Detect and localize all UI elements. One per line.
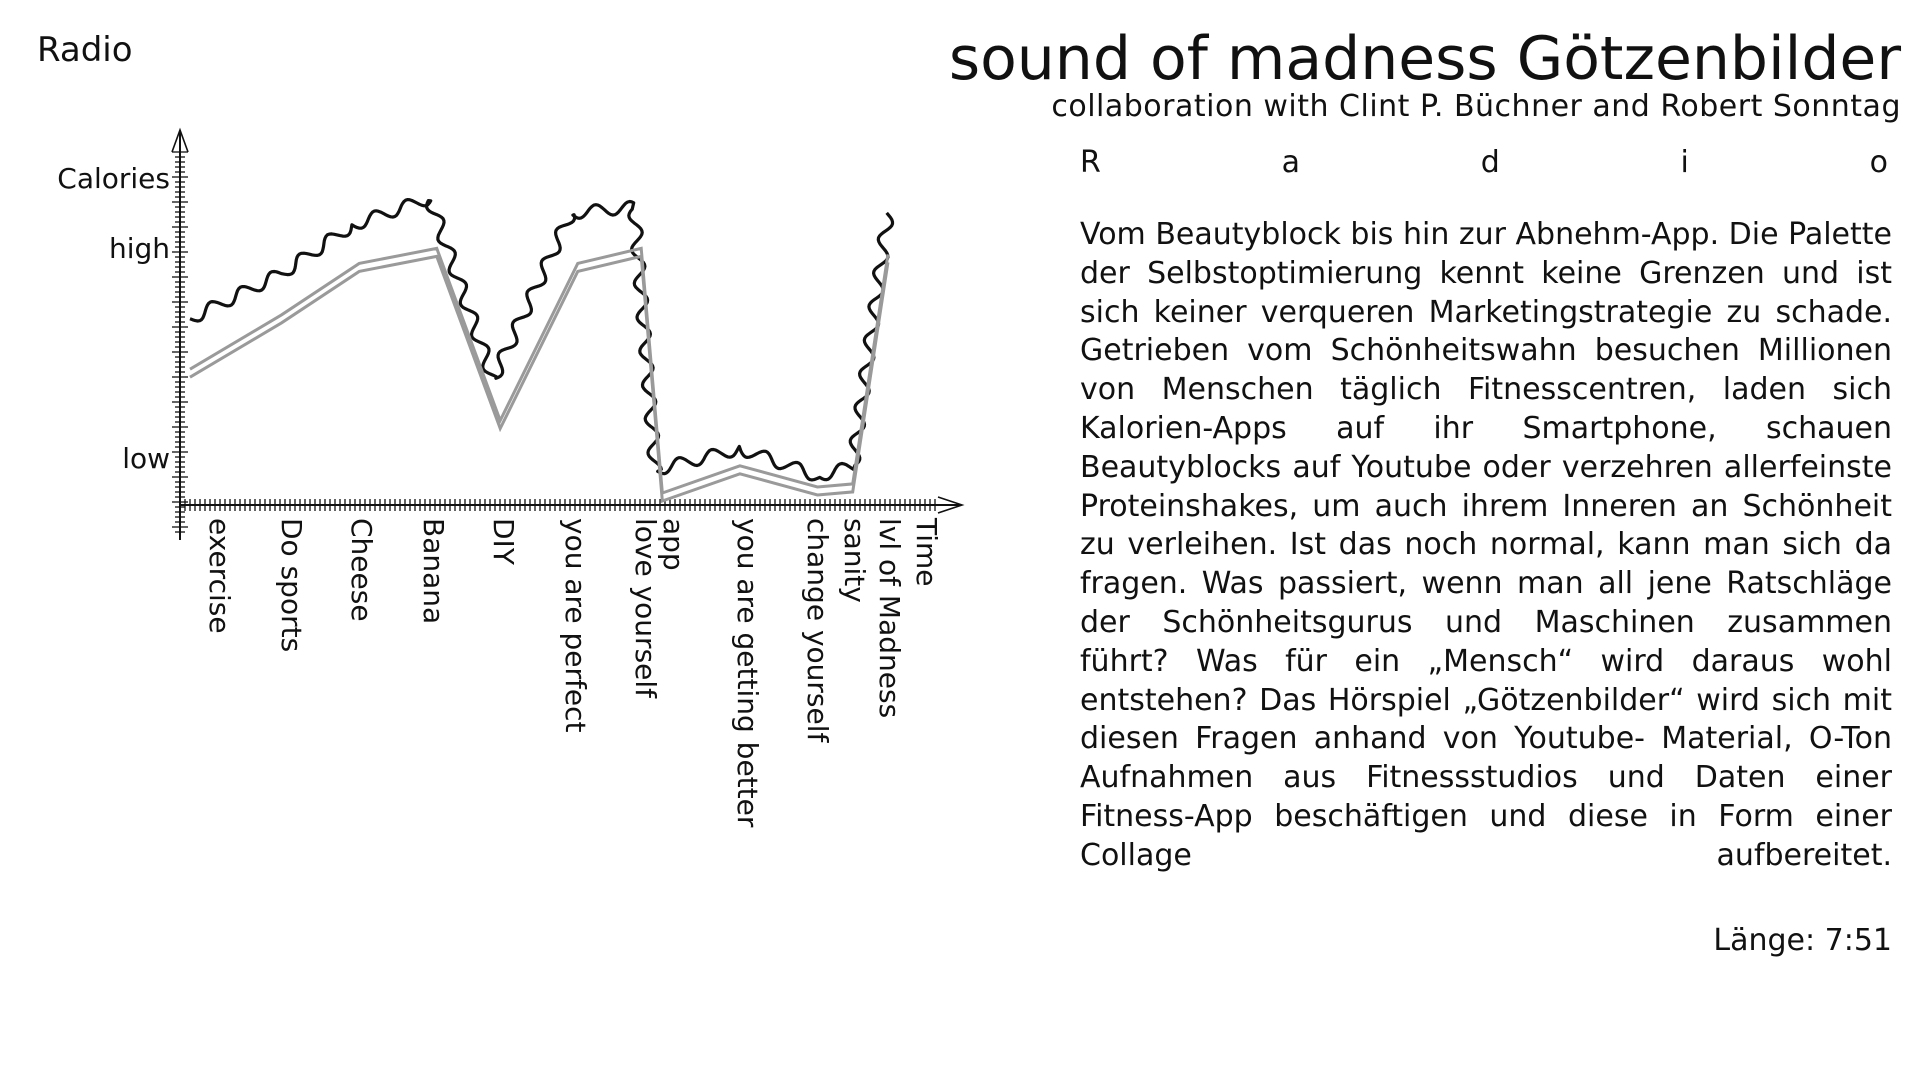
duration-label: Länge: 7:51 <box>1713 922 1892 958</box>
x-tick-label: Cheese <box>345 518 378 622</box>
x-tick-label: Banana <box>417 518 450 625</box>
x-tick-label: app <box>657 518 690 571</box>
heading-letter: a <box>1281 145 1300 180</box>
heading-letter: o <box>1869 145 1888 180</box>
y-axis-title: Calories <box>57 162 170 195</box>
x-tick-labels <box>203 517 943 828</box>
y-tick-label-high: high <box>108 232 170 265</box>
x-tick-label: Do sports <box>275 518 308 653</box>
x-tick-label: you are getting better <box>731 518 764 828</box>
x-axis-title: Time <box>910 518 943 587</box>
article-description: Vom Beautyblock bis hin zur Abnehm-App. Die Palette der Selbstoptimierung kennt keine Grenzen und ist sich keiner verqueren Marketingstrategie zu schade. Getrieben vom Schönheitswahn besuchen Millionen von Menschen täglich Fitnesscentren, laden sich Kalorien-Apps auf ihr Smartphone, schauen Beautyblocks auf Youtube oder verzehren allerfeinste Proteinshakes, um auch ihrem Inneren an Schönheit zu verleihen. Ist das noch normal, kann man sich da fragen. Was passiert, wenn man all jene Ratschläge der Schönheitsgurus und Maschinen zusammen führt? Was für ein „Mensch“ wird daraus wohl entstehen? Das Hörspiel „Götzenbilder“ wird sich mit diesen Fragen anhand von Youtube- Material, O-Ton Aufnahmen aus Fitnessstudios und Daten einer Fitness-App beschäftigen und diese in Form einer Collage aufbereitet. <box>1080 217 1892 873</box>
x-tick-label: love yourself <box>629 518 662 699</box>
heading-letter: R <box>1080 145 1101 180</box>
chart-axes <box>172 130 962 540</box>
y-tick-label-low: low <box>122 442 170 475</box>
page-header <box>949 24 1901 126</box>
article-column <box>1080 144 1892 960</box>
x-tick-label: exercise <box>203 518 236 634</box>
nav-radio-label[interactable]: Radio <box>37 30 133 70</box>
page-subtitle: collaboration with Clint P. Büchner and Robert Sonntag <box>1051 89 1901 124</box>
x-tick-label: change yourself <box>801 518 834 743</box>
x-tick-label: you are perfect <box>559 518 592 733</box>
chart-series <box>190 198 893 501</box>
x-tick-label: lvl of Madness <box>873 518 906 719</box>
heading-letter: i <box>1680 145 1689 180</box>
page-title: sound of madness Götzenbilder <box>948 24 1901 94</box>
x-tick-label: DIY <box>487 518 520 565</box>
spaced-heading <box>1080 144 1892 182</box>
series-line-gray <box>190 256 888 501</box>
x-tick-label: sanity <box>838 518 871 603</box>
heading-letter: d <box>1480 145 1500 180</box>
